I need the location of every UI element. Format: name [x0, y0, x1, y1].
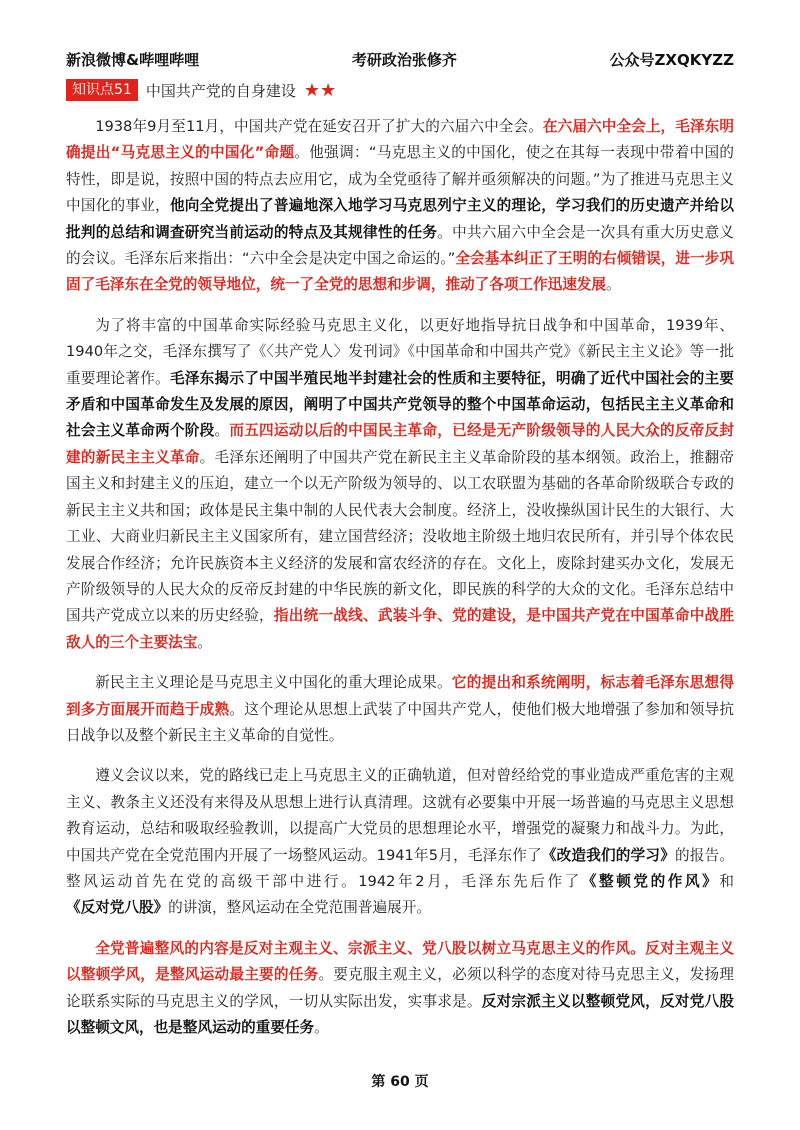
text-run: 的报告。整风运动首先在党的高级干部中进行。1942年2月，毛泽东先后作了	[66, 846, 734, 890]
header-center-text: 考研政治张修齐	[351, 50, 457, 69]
importance-stars-icon: ★★	[303, 79, 337, 101]
page-header	[66, 46, 734, 72]
knowledge-point-title: 中国共产党的自身建设	[145, 81, 296, 100]
highlight-text-run: 在六届六中全会上，毛泽东明确提出“马克思主义的中国化”命题	[66, 118, 734, 162]
text-run: 。要克服主观主义，必须以科学的态度对待马克思主义，发扬理论联系实际的马克思主义的学风，一切从实际出发，实事求是。	[66, 966, 734, 1010]
text-run: 。	[197, 633, 212, 651]
text-run: 新民主主义理论是马克思主义中国化的重大理论成果。	[95, 674, 452, 692]
header-left-text: 新浪微博&哔哩哔哩	[66, 50, 200, 69]
page-number: 第 60 页	[371, 1074, 429, 1090]
bold-text-run: 毛泽东揭示了中国半殖民地半封建社会的性质和主要特征，明确了近代中国社会的主要矛盾和中国革命发生及发展的原因，阐明了中国共产党领导的整个中国革命运动，包括民主主义革命和社会主义革命两个阶段	[66, 369, 734, 440]
text-run: 。	[314, 1019, 329, 1036]
paragraph-4	[66, 763, 734, 921]
bold-text-run: 《反对党八股》	[66, 899, 169, 917]
paragraph-3	[66, 670, 734, 749]
document-body	[66, 114, 734, 1055]
knowledge-point-heading	[66, 79, 336, 101]
text-run: 。中共六届六中全会是一次具有重大历史意义的会议。毛泽东后来指出：“六中全会是决定中国之命运的。”	[66, 223, 734, 268]
text-run: 1938年9月至11月，中国共产党在延安召开了扩大的六届六中全会。	[95, 118, 543, 135]
text-run: 的讲演，整风运动在全党范围普遍展开。	[168, 899, 431, 917]
highlight-text-run: 它的提出和系统阐明，标志着毛泽东思想得到多方面展开而趋于成熟	[66, 674, 734, 718]
bold-text-run: 《改造我们的学习》	[541, 846, 675, 864]
bold-text-run: 反对宗派主义以整顿党风，反对党八股以整顿文风，也是整风运动的重要任务	[66, 992, 734, 1036]
highlight-text-run: 而五四运动以后的中国民主革命，已经是无产阶级领导的人民大众的反帝反封建的新民主主义革命	[66, 422, 734, 466]
text-run: 。	[605, 276, 621, 294]
header-right-text: 公众号ZXQKYZZ	[609, 50, 734, 69]
text-run: 。他强调：“马克思主义的中国化，使之在其每一表现中带着中国的特性，即是说，按照中国的特点去应用它，成为全党亟待了解并亟须解决的问题。”为了推进马克思主义中国化的事业，	[66, 144, 734, 215]
paragraph-2	[66, 313, 734, 656]
text-run: 。	[214, 422, 230, 440]
highlight-text-run: 全党普遍整风的内容是反对主观主义、宗派主义、党八股以树立马克思主义的作风。反对主观主义以整顿学风，是整风运动最主要的任务	[66, 939, 734, 984]
paragraph-5	[66, 936, 734, 1042]
bold-text-run: 《整顿党的作风》	[581, 872, 720, 890]
text-run: 遵义会议以来，党的路线已走上马克思主义的正确轨道，但对曾经给党的事业造成严重危害的主观主义、教条主义还没有来得及从思想上进行认真清理。这就有必要集中开展一场普遍的马克思主义思想教育运动，总结和吸取经验教训，以提高广大党员的思想理论水平，增强党的凝聚力和战斗力。为此，中国共产党在全党范围内开展了一场整风运动。1941年5月，毛泽东作了	[66, 767, 734, 864]
text-run: 为了将丰富的中国革命实际经验马克思主义化，以更好地指导抗日战争和中国革命，1939年、1940年之交，毛泽东撰写了《〈共产党人〉发刊词》《中国革命和中国共产党》《新民主主义论》等一批重要理论著作。	[66, 316, 734, 387]
text-run: 。这个理论从思想上武装了中国共产党人，使他们极大地增强了参加和领导抗日战争以及整个新民主主义革命的自觉性。	[66, 700, 734, 744]
paragraph-1	[66, 114, 734, 299]
highlight-text-run: 全会基本纠正了王明的右倾错误，进一步巩固了毛泽东在全党的领导地位，统一了全党的思想和步调，推动了各项工作迅速发展	[66, 250, 734, 294]
highlight-text-run: 指出统一战线、武装斗争、党的建设，是中国共产党在中国革命中战胜敌人的三个主要法宝	[66, 607, 734, 651]
knowledge-point-tag: 知识点51	[66, 79, 138, 101]
text-run: 和	[719, 872, 734, 890]
bold-text-run: 他向全党提出了普遍地深入地学习马克思列宁主义的理论，学习我们的历史遗产并给以批判的总结和调查研究当前运动的特点及其规律性的任务	[66, 197, 734, 241]
text-run: 。毛泽东还阐明了中国共产党在新民主主义革命阶段的基本纲领。政治上，推翻帝国主义和封建主义的压迫，建立一个以无产阶级为领导的、以工农联盟为基础的各革命阶级联合专政的新民主主义共和国；政体是民主集中制的人民代表大会制度。经济上，没收操纵国计民生的大银行、大工业、大商业归新民主主义国家所有，建立国营经济；没收地主阶级土地归农民所有，并引导个体农民发展合作经济；允许民族资本主义经济的发展和富农经济的存在。文化上，废除封建买办文化，发展无产阶级领导的人民大众的反帝反封建的中华民族的新文化，即民族的科学的大众的文化。毛泽东总结中国共产党成立以来的历史经验，	[66, 448, 734, 625]
